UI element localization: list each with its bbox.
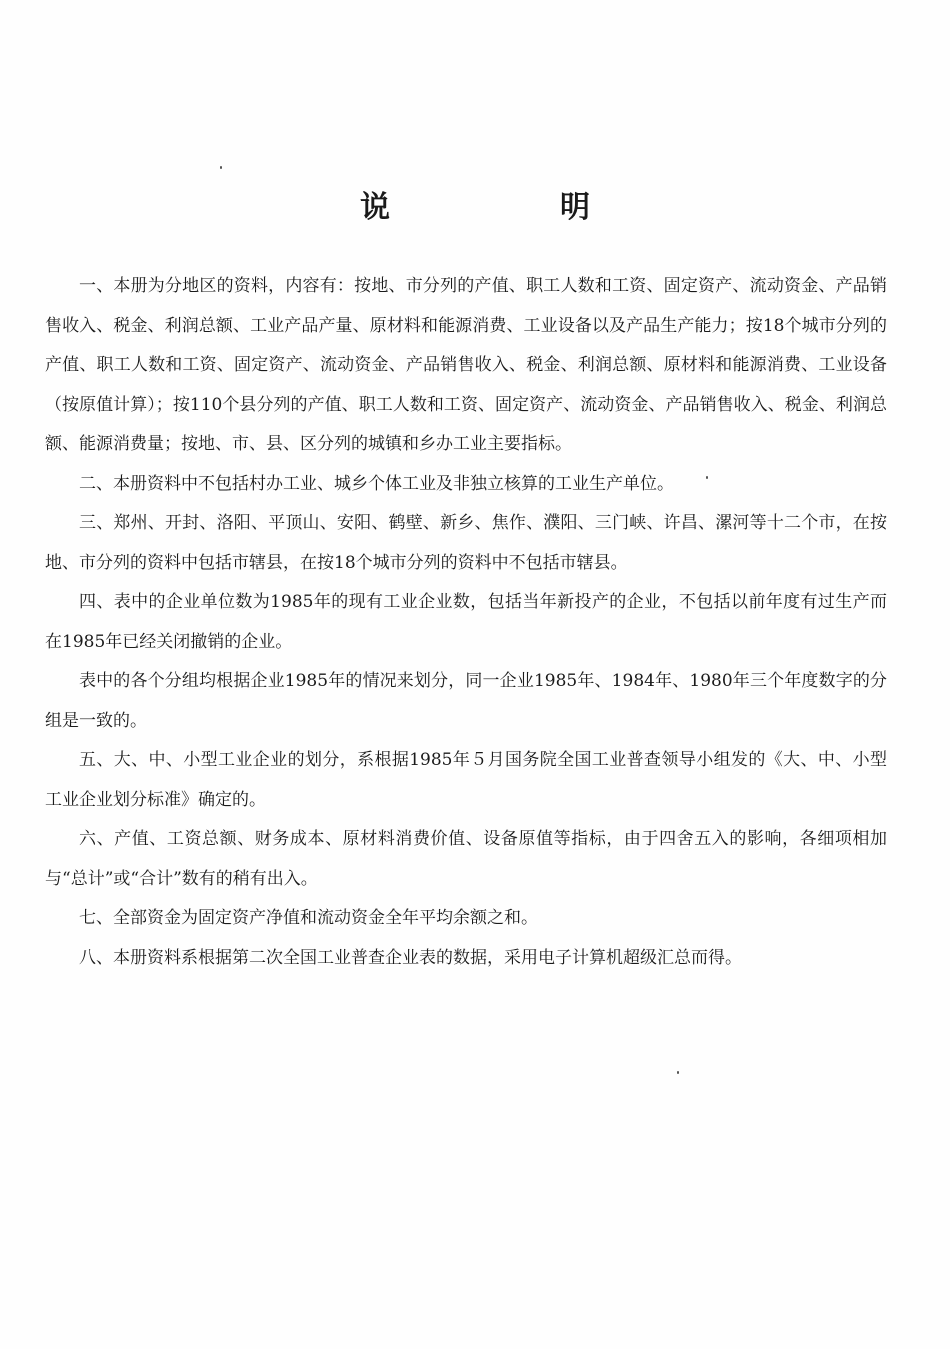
paragraph-5: 表中的各个分组均根据企业1985年的情况来划分，同一企业1985年、1984年、1980年三个年度数字的分组是一致的。: [45, 671, 887, 731]
document-body: [45, 267, 887, 978]
paragraph-1: 一、本册为分地区的资料，内容有：按地、市分列的产值、职工人数和工资、固定资产、流动资金、产品销售收入、税金、利润总额、工业产品产量、原材料和能源消费、工业设备以及产品生产能力；按18个城市分列的产值、职工人数和工资、固定资产、流动资金、产品销售收入、税金、利润总额、原材料和能源消费、工业设备（按原值计算）；按110个县分列的产值、职工人数和工资、固定资产、流动资金、产品销售收入、税金、利润总额、能源消费量；按地、市、县、区分列的城镇和乡办工业主要指标。: [45, 276, 887, 454]
page-title: [0, 182, 950, 226]
paragraph-4: 四、表中的企业单位数为1985年的现有工业企业数，包括当年新投产的企业，不包括以前年度有过生产而在1985年已经关闭撤销的企业。: [45, 592, 887, 652]
scan-speck: [677, 1071, 679, 1074]
paragraph-6: 五、大、中、小型工业企业的划分，系根据1985年５月国务院全国工业普查领导小组发的《大、中、小型工业企业划分标准》确定的。: [45, 750, 887, 810]
paragraph-3: 三、郑州、开封、洛阳、平顶山、安阳、鹤壁、新乡、焦作、濮阳、三门峡、许昌、漯河等十二个市，在按地、市分列的资料中包括市辖县，在按18个城市分列的资料中不包括市辖县。: [45, 513, 887, 573]
paragraph-7: 六、产值、工资总额、财务成本、原材料消费价值、设备原值等指标，由于四舍五入的影响，各细项相加与“总计”或“合计”数有的稍有出入。: [45, 829, 887, 889]
title-char-2: 明: [560, 190, 590, 225]
title-char-1: 说: [360, 190, 390, 225]
paragraph-2: 二、本册资料中不包括村办工业、城乡个体工业及非独立核算的工业生产单位。: [79, 473, 674, 494]
paragraph-9: 八、本册资料系根据第二次全国工业普查企业表的数据，采用电子计算机超级汇总而得。: [79, 947, 742, 968]
scan-speck: [220, 166, 222, 169]
paragraph-8: 七、全部资金为固定资产净值和流动资金全年平均余额之和。: [79, 908, 538, 928]
scan-speck: [706, 476, 708, 479]
